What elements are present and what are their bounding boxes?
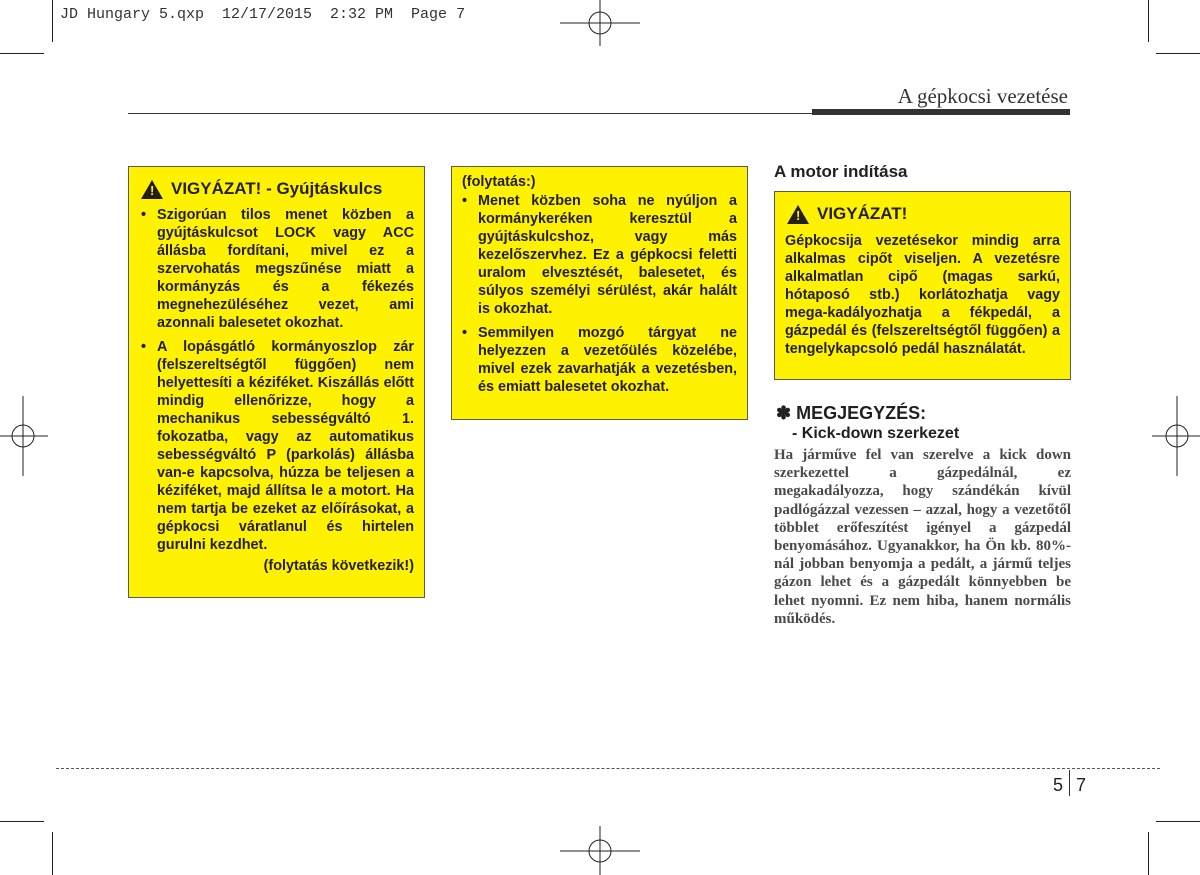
registration-mark-top (560, 0, 640, 46)
header-rule-accent (812, 109, 1070, 115)
warning-title-text: VIGYÁZAT! (817, 204, 908, 223)
page-number-separator (1069, 770, 1070, 796)
chapter-number: 5 (1053, 775, 1064, 795)
warning-body: Gépkocsija vezetésekor mindig arra alkalmas cipőt viseljen. A vezetésre alkalmatlan cipő (magas sarkú, hótaposó stb.) korlátozhatja vagy mega-kadályozhatja a fékpedál, a gázpedál és (felszereltségtől függően) a tengelykapcsoló pedál használatát. (785, 233, 1060, 357)
note-title: ✽ MEGJEGYZÉS: (776, 403, 927, 423)
crop-mark (0, 821, 44, 822)
crop-mark (1156, 821, 1200, 822)
section-heading: A motor indítása (774, 162, 908, 181)
list-item: • Semmilyen mozgó tárgyat ne helyezzen a vezetőülés közelébe, mivel ezek zavarhatják a vezetésben, és emiatt balesetet okozhat. (462, 324, 737, 396)
warning-box-title (141, 179, 414, 199)
note-body: Ha járműve fel van szerelve a kick down szerkezettel a gázpedálnál, ez megakadályozza, hogy szándékán kívül padlógázzal vezessen – azzal, hogy a vezetőtől többlet erőfeszítést igényel a gázpedál benyomásához. Ugyanakkor, ha Ön kb. 80%-nál jobban benyomja a pedált, a jármű teljes gázon lehet és a gázpedált könnyebben be lehet nyomni. Ez nem hiba, hanem normális működés. (774, 447, 1071, 627)
page-number: 7 (1076, 775, 1087, 795)
warning-box-title (785, 204, 1060, 224)
print-slug: JD Hungary 5.qxp 12/17/2015 2:32 PM Page 7 (60, 6, 466, 23)
registration-mark-left (0, 396, 48, 476)
footer-rule (56, 768, 1160, 769)
list-item: • Menet közben soha ne nyúljon a kormánykeréken keresztül a gyújtáskulcshoz, vagy más kezelőszervhez. Ez a gépkocsi feletti uralom elvesztését, balesetet, és súlyos személyi sérülést, akár halált is okozhat. (462, 192, 737, 318)
crop-mark (52, 0, 53, 42)
warning-list (141, 206, 414, 554)
crop-mark (1148, 832, 1149, 875)
registration-mark-right (1152, 396, 1200, 476)
warning-box-continued (451, 166, 748, 420)
registration-mark-bottom (560, 826, 640, 875)
list-item: • Szigorúan tilos menet közben a gyújtáskulcsot LOCK vagy ACC állásba fordítani, mivel ez a szervohatás megszűnése miatt a kormányzás és a fékezés megnehezüléséhez vezet, ami azonnali balesetet okozhat. (141, 206, 414, 332)
warning-box-footwear (774, 191, 1071, 380)
warning-title-text: VIGYÁZAT! - Gyújtáskulcs (171, 179, 383, 198)
note-subtitle: - Kick-down szerkezet (792, 425, 960, 442)
warning-box-ignition-key (128, 166, 425, 598)
warning-list (462, 192, 737, 396)
section-title: A gépkocsi vezetése (897, 84, 1068, 108)
crop-mark (0, 53, 44, 54)
continued-label: (folytatás:) (462, 174, 536, 190)
crop-mark (1156, 53, 1200, 54)
crop-mark (52, 832, 53, 875)
warning-triangle-icon: ! (141, 180, 163, 199)
crop-mark (1148, 0, 1149, 42)
continued-note: (folytatás következik!) (263, 558, 414, 574)
list-item: • A lopásgátló kormányoszlop zár (felszereltségtől függően) nem helyettesíti a kéziféket. Kiszállás előtt mindig ellenőrizze, hogy a mechanikus sebességváltó 1. fokozatba, vagy az automatikus sebességváltó P (parkolás) állásba van-e kapcsolva, húzza be teljesen a kéziféket, majd állítsa le a motort. Ha nem tartja be ezeket az előírásokat, a gépkocsi váratlanul és hirtelen gurulni kezdhet. (141, 338, 414, 554)
warning-triangle-icon: ! (787, 205, 809, 224)
